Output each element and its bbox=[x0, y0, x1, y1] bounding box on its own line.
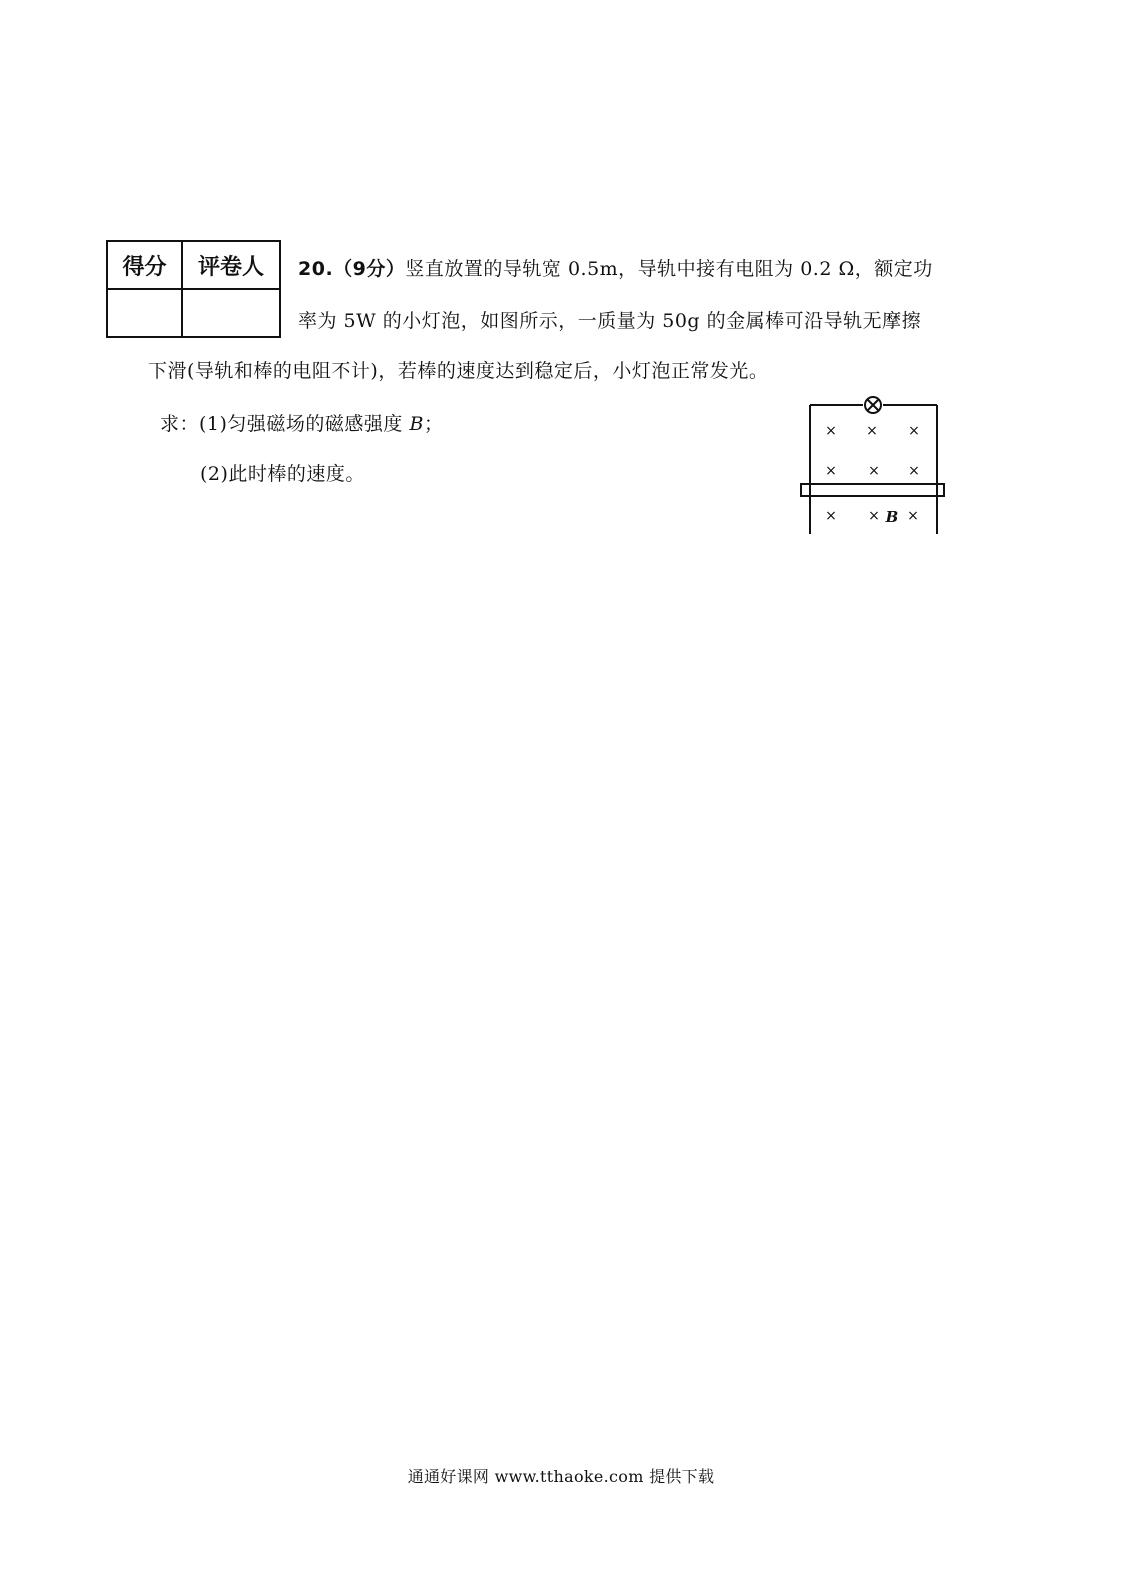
question-ask-2: (2)此时棒的速度。 bbox=[200, 463, 365, 485]
circuit-figure bbox=[798, 396, 946, 534]
question-line-3: 下滑(导轨和棒的电阻不计)，若棒的速度达到稳定后，小灯泡正常发光。 bbox=[148, 360, 769, 382]
score-cell bbox=[107, 289, 182, 337]
grader-cell bbox=[182, 289, 280, 337]
field-cross: × bbox=[907, 508, 919, 524]
ask-1-text: 求：(1)匀强磁场的磁感强度 bbox=[160, 413, 410, 435]
field-cross: × bbox=[866, 423, 878, 439]
ask-1-suffix: ； bbox=[423, 413, 444, 435]
field-cross: × bbox=[908, 463, 920, 479]
page-footer: 通通好课网 www.tthaoke.com 提供下载 bbox=[407, 1467, 715, 1486]
question-line-1 bbox=[298, 255, 933, 283]
grader-header: 评卷人 bbox=[182, 241, 280, 289]
question-number: 20. bbox=[298, 258, 334, 280]
question-ask-1 bbox=[160, 410, 443, 438]
metal-bar bbox=[801, 484, 944, 496]
field-label: B bbox=[885, 508, 899, 526]
score-box bbox=[106, 240, 281, 338]
field-cross: × bbox=[825, 463, 837, 479]
field-cross: × bbox=[868, 508, 880, 524]
question-line-2: 率为 5W 的小灯泡，如图所示，一质量为 50g 的金属棒可沿导轨无摩擦 bbox=[298, 310, 922, 332]
field-cross: × bbox=[825, 423, 837, 439]
question-points: （9分） bbox=[333, 258, 406, 280]
score-header: 得分 bbox=[107, 241, 182, 289]
ask-1-var: B bbox=[409, 413, 424, 435]
lamp-icon bbox=[865, 397, 881, 413]
field-cross: × bbox=[825, 508, 837, 524]
question-text-1: 竖直放置的导轨宽 0.5m，导轨中接有电阻为 0.2 Ω，额定功 bbox=[405, 258, 933, 280]
field-cross: × bbox=[908, 423, 920, 439]
field-cross: × bbox=[868, 463, 880, 479]
